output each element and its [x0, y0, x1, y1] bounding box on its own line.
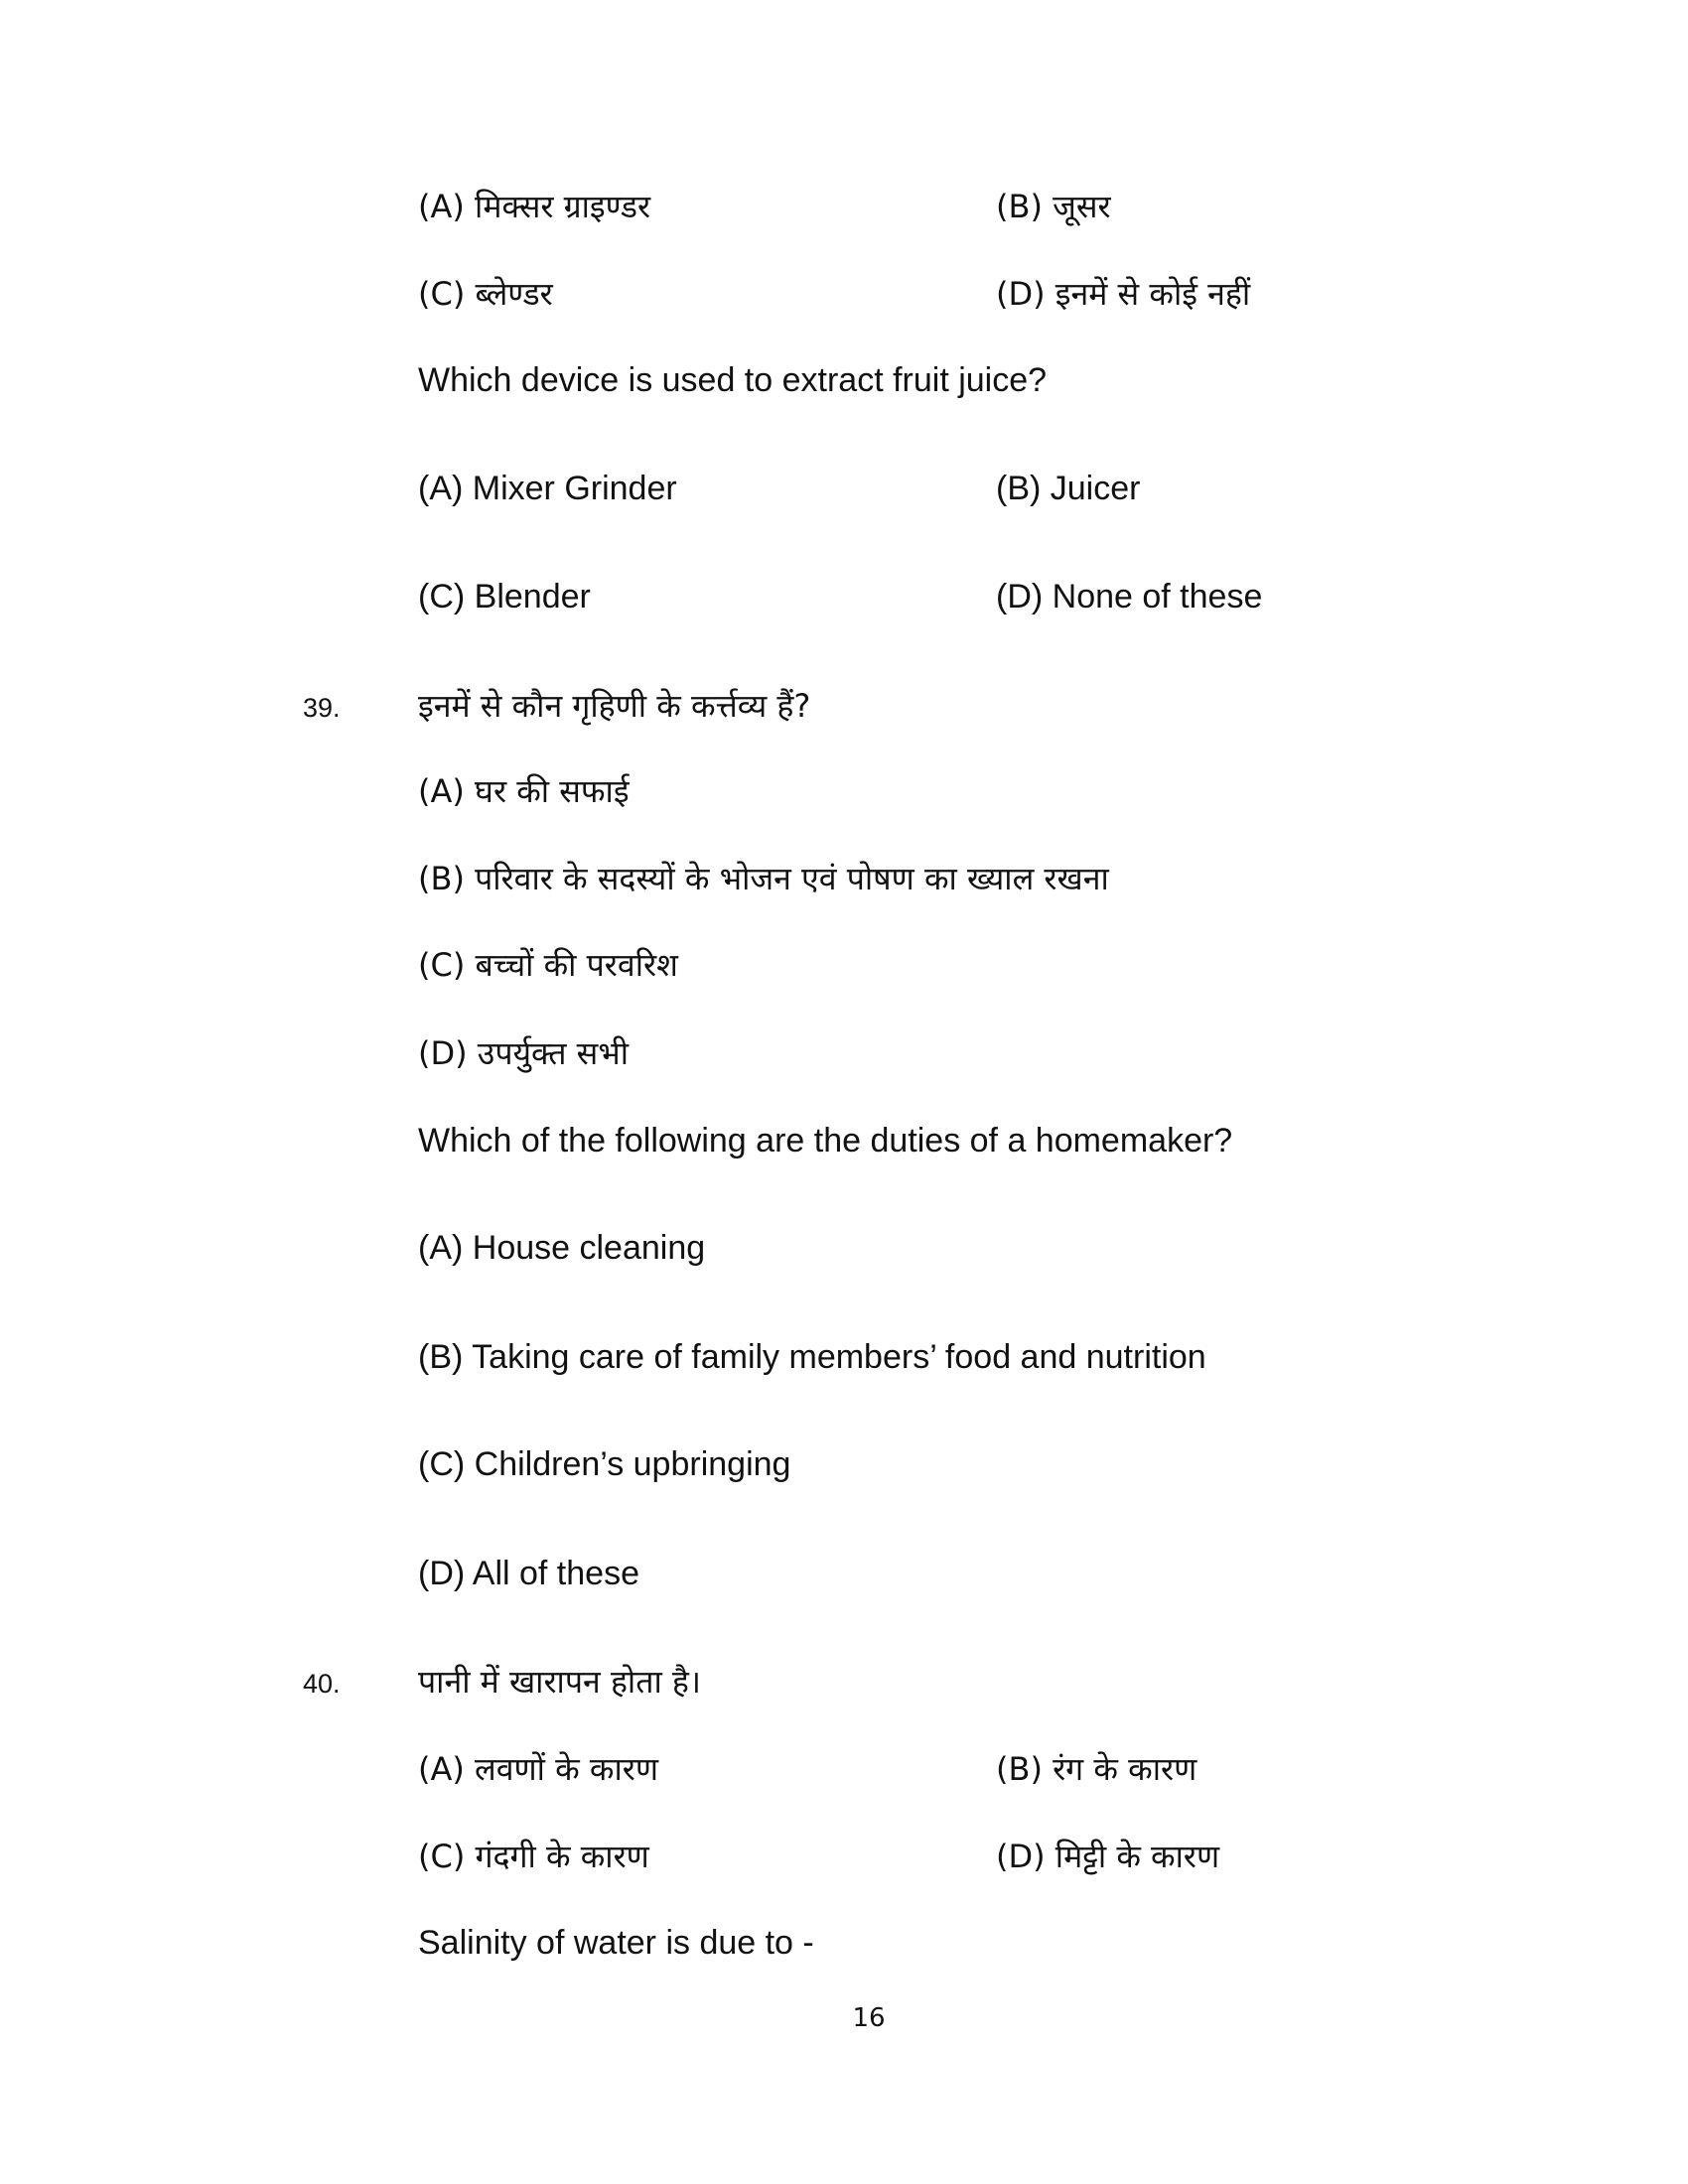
q40-hindi-option-a: (A) लवणों के कारण [418, 1750, 658, 1788]
q39-english-option-c: (C) Children’s upbringing [418, 1445, 791, 1483]
q40-english-question: Salinity of water is due to - [418, 1924, 814, 1962]
q39-english-option-a: (A) House cleaning [418, 1229, 706, 1267]
q39-english-option-d: (D) All of these [418, 1555, 639, 1592]
q38-hindi-option-d: (D) इनमें से कोई नहीं [996, 275, 1251, 313]
q38-english-option-a: (A) Mixer Grinder [418, 470, 677, 507]
q40-number: 40. [303, 1669, 341, 1699]
q38-hindi-option-c: (C) ब्लेण्डर [418, 275, 553, 313]
q39-hindi-option-c: (C) बच्चों की परवरिश [418, 946, 678, 984]
q39-hindi-option-a: (A) घर की सफाई [418, 772, 630, 810]
q39-hindi-option-d: (D) उपर्युक्त सभी [418, 1034, 630, 1072]
q38-hindi-option-b: (B) जूसर [996, 188, 1111, 225]
q39-hindi-question: इनमें से कौन गृहिणी के कर्त्तव्य हैं? [418, 687, 811, 725]
q38-english-option-d: (D) None of these [996, 578, 1263, 615]
page-number: 16 [852, 2003, 886, 2033]
q38-hindi-option-a: (A) मिक्सर ग्राइण्डर [418, 188, 651, 225]
q40-hindi-option-c: (C) गंदगी के कारण [418, 1838, 649, 1875]
q40-hindi-option-b: (B) रंग के कारण [996, 1750, 1197, 1788]
q39-hindi-option-b: (B) परिवार के सदस्यों के भोजन एवं पोषण का ख्याल रखना [418, 860, 1109, 897]
q40-hindi-option-d: (D) मिट्टी के कारण [996, 1838, 1220, 1875]
q39-english-option-b: (B) Taking care of family members’ food and nutrition [418, 1338, 1206, 1376]
q40-hindi-question: पानी में खारापन होता है। [418, 1663, 702, 1701]
q38-english-question: Which device is used to extract fruit juice? [418, 361, 1048, 399]
q39-english-question: Which of the following are the duties of a homemaker? [418, 1122, 1233, 1160]
q38-english-option-c: (C) Blender [418, 578, 591, 615]
q38-english-option-b: (B) Juicer [996, 470, 1141, 507]
q39-number: 39. [303, 693, 341, 723]
